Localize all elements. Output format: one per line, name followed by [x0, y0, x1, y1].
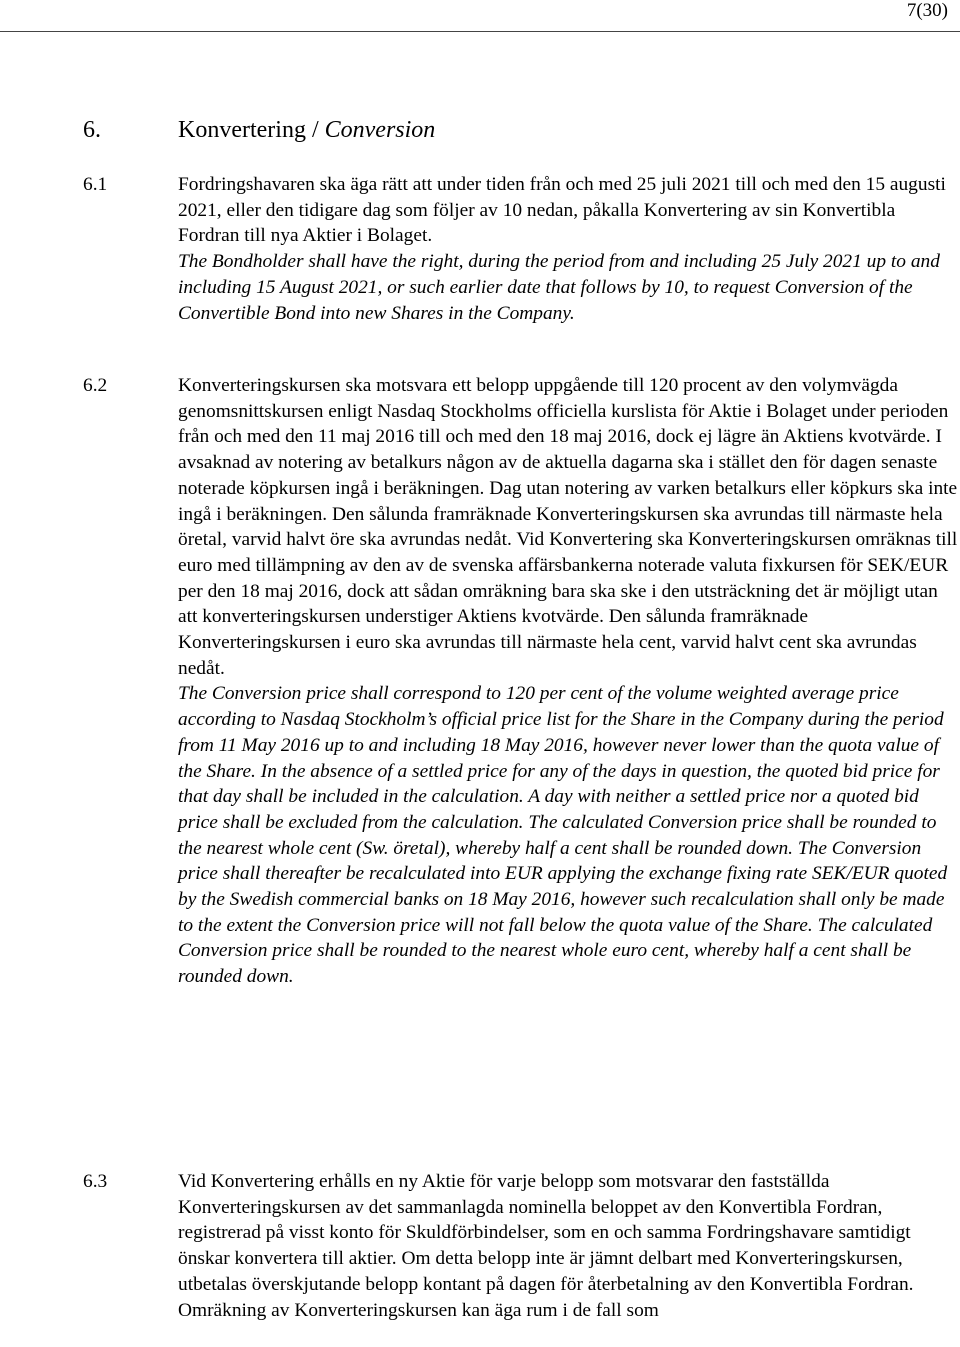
- clause-number: 6.3: [83, 1171, 108, 1192]
- section-heading: [83, 117, 435, 144]
- clause-6-3: [83, 1169, 960, 1323]
- clause-text-swedish: Vid Konvertering erhålls en ny Aktie för varje belopp som motsvarar den fastställda Konverteringskursen av det sammanlagda nominella beloppet av den Konvertibla Fordran, registrerad på visst konto för Skuldförbindelser, som en och samma Fordringshavare samtidigt önskar konvertera till aktier. Om detta belopp inte är jämnt delbart med Konverteringskursen, utbetalas överskjutande belopp kontant på dagen för återbetalning av den Konvertibla Fordran. Omräkning av Konverteringskursen kan äga rum i de fall som: [178, 1171, 914, 1321]
- clause-number: 6.1: [83, 174, 108, 195]
- heading-title-en: Conversion: [324, 117, 436, 143]
- clause-text-swedish: Konverteringskursen ska motsvara ett belopp uppgående till 120 procent av den volymvägda genomsnittskursen enligt Nasdaq Stockholms officiella kurslista för Aktie i Bolaget under perioden från och med den 11 maj 2016 till och med den 18 maj 2016, dock ej lägre än Aktiens kvotvärde. I avsaknad av notering av betalkurs någon av de aktuella dagarna ska i stället den för dagen senaste noterade köpkursen ingå i beräkningen. Dag utan notering av varken betalkurs eller köpkurs ska inte ingå i beräkningen. Den sålunda framräknade Konverteringskursen ska avrundas till närmaste hela öretal, varvid halvt öre ska avrundas nedåt. Vid Konvertering ska Konverteringskursen omräknas till euro med tillämpning av den av de svenska affärsbankerna noterade valuta fixkursen för SEK/EUR per den 18 maj 2016, dock att sådan omräkning bara ska ske i den utsträckning det är möjligt utan att konverteringskursen understiger Aktiens kvotvärde. Den sålunda framräknade Konverteringskursen i euro ska avrundas till närmaste hela cent, varvid halvt cent ska avrundas nedåt.: [178, 375, 958, 679]
- clause-text-swedish: Fordringshavaren ska äga rätt att under tiden från och med 25 juli 2021 till och med den 15 augusti 2021, eller den tidigare dag som följer av 10 nedan, påkalla Konvertering av sin Konvertibla Fordran till nya Aktier i Bolaget.: [178, 174, 946, 247]
- heading-separator: /: [305, 117, 325, 143]
- page-number: 7(30): [906, 0, 948, 21]
- header-rule: [0, 31, 960, 32]
- clause-6-1: [83, 172, 960, 326]
- heading-number: 6.: [83, 117, 101, 143]
- heading-title-sv: Konvertering: [178, 117, 306, 143]
- clause-text-english: The Conversion price shall correspond to 120 per cent of the volume weighted average price according to Nasdaq Stockholm’s official price list for the Share in the Company during the period from 11 May 2016 up to and including 18 May 2016, however never lower than the quota value of the Share. In the absence of a settled price for any of the days in question, the quoted bid price for that day shall be included in the calculation. A day with neither a settled price nor a quoted bid price shall be excluded from the calculation. The calculated Conversion price shall be rounded to the nearest whole cent (Sw. öretal), whereby half a cent shall be rounded down. The Conversion price shall thereafter be recalculated into EUR applying the exchange fixing rate SEK/EUR quoted by the Swedish commercial banks on 18 May 2016, however such recalculation shall only be made to the extent the Conversion price will not fall below the quota value of the Share. The calculated Conversion price shall be rounded to the nearest whole euro cent, whereby half a cent shall be rounded down.: [178, 683, 948, 988]
- clause-6-2: [83, 373, 960, 990]
- clause-number: 6.2: [83, 375, 108, 396]
- clause-text-english: The Bondholder shall have the right, during the period from and including 25 July 2021 up to and including 15 August 2021, or such earlier date that follows by 10, to request Conversion of the Convertible Bond into new Shares in the Company.: [178, 251, 940, 324]
